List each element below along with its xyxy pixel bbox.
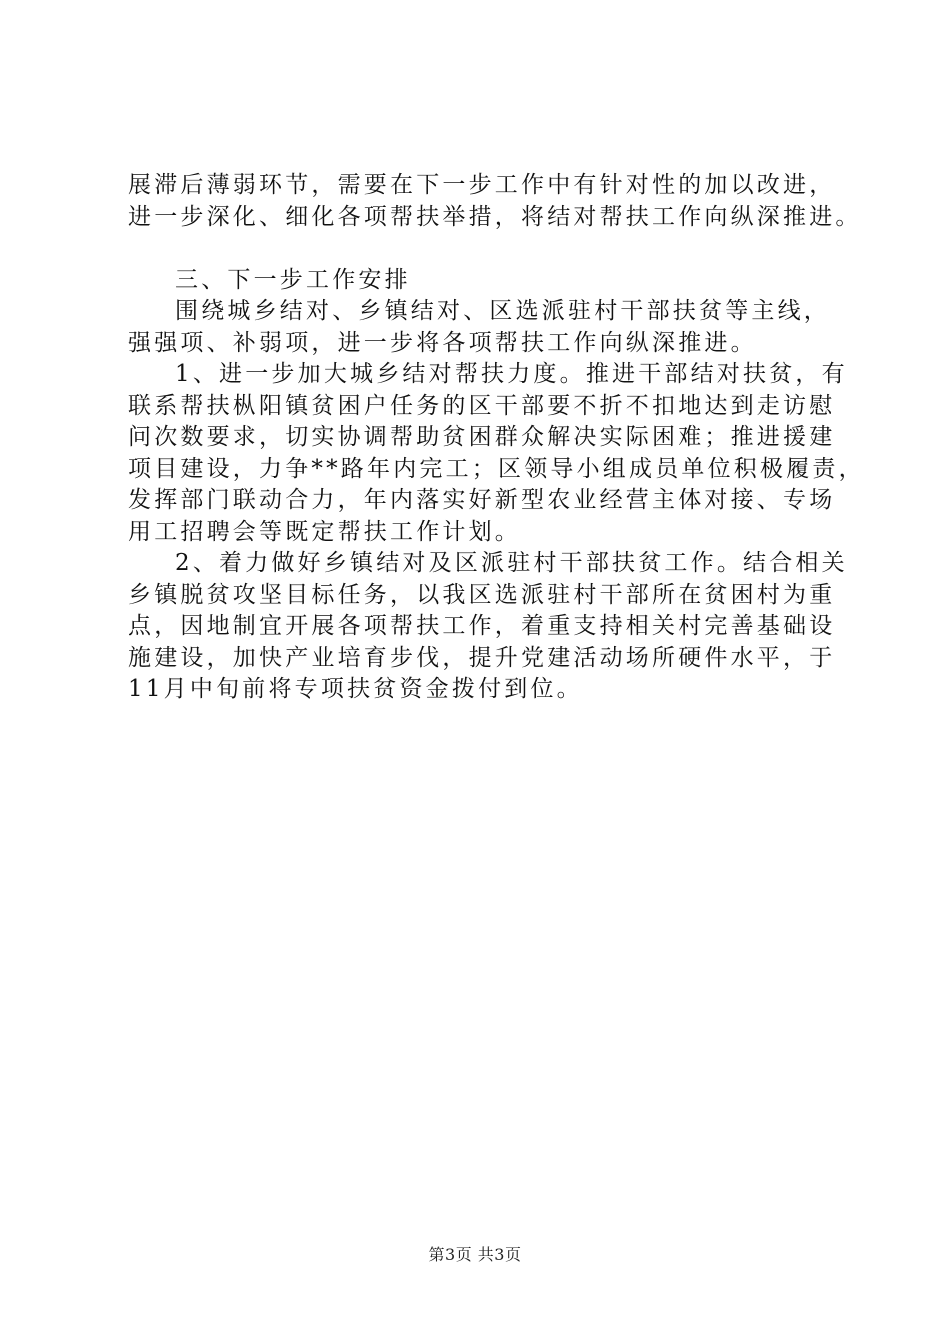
paragraph-line: 11月中旬前将专项扶贫资金拨付到位。 (128, 676, 583, 702)
page-footer: 第3页 共3页 (428, 1245, 522, 1264)
paragraph-line: 围绕城乡结对、乡镇结对、区选派驻村干部扶贫等主线， (175, 298, 830, 324)
paragraph-line: 1、进一步加大城乡结对帮扶力度。推进干部结对扶贫，有 (175, 361, 848, 387)
paragraph-line: 项目建设，力争**路年内完工；区领导小组成员单位积极履责， (128, 455, 865, 482)
paragraph-line: 强强项、补弱项，进一步将各项帮扶工作向纵深推进。 (128, 329, 757, 356)
paragraph-line: 施建设，加快产业培育步伐，提升党建活动场所硬件水平，于 (128, 644, 836, 671)
document-body (128, 170, 865, 706)
section-heading: 三、下一步工作安排 (175, 266, 411, 293)
paragraph-gap (128, 233, 848, 265)
paragraph-line: 问次数要求，切实协调帮助贫困群众解决实际困难；推进援建 (128, 424, 836, 450)
paragraph-line: 展滞后薄弱环节，需要在下一步工作中有针对性的加以改进， (128, 172, 836, 198)
paragraph-line: 2、着力做好乡镇结对及区派驻村干部扶贫工作。结合相关 (175, 550, 848, 576)
paragraph-line: 点，因地制宜开展各项帮扶工作，着重支持相关村完善基础设 (128, 613, 836, 639)
paragraph-line: 用工招聘会等既定帮扶工作计划。 (128, 518, 521, 545)
paragraph-line: 乡镇脱贫攻坚目标任务，以我区选派驻村干部所在贫困村为重 (128, 581, 836, 608)
paragraph-line: 联系帮扶枞阳镇贫困户任务的区干部要不折不扣地达到走访慰 (128, 392, 836, 419)
paragraph-line: 进一步深化、细化各项帮扶举措，将结对帮扶工作向纵深推进。 (128, 203, 862, 230)
paragraph-line: 发挥部门联动合力，年内落实好新型农业经营主体对接、专场 (128, 487, 836, 513)
